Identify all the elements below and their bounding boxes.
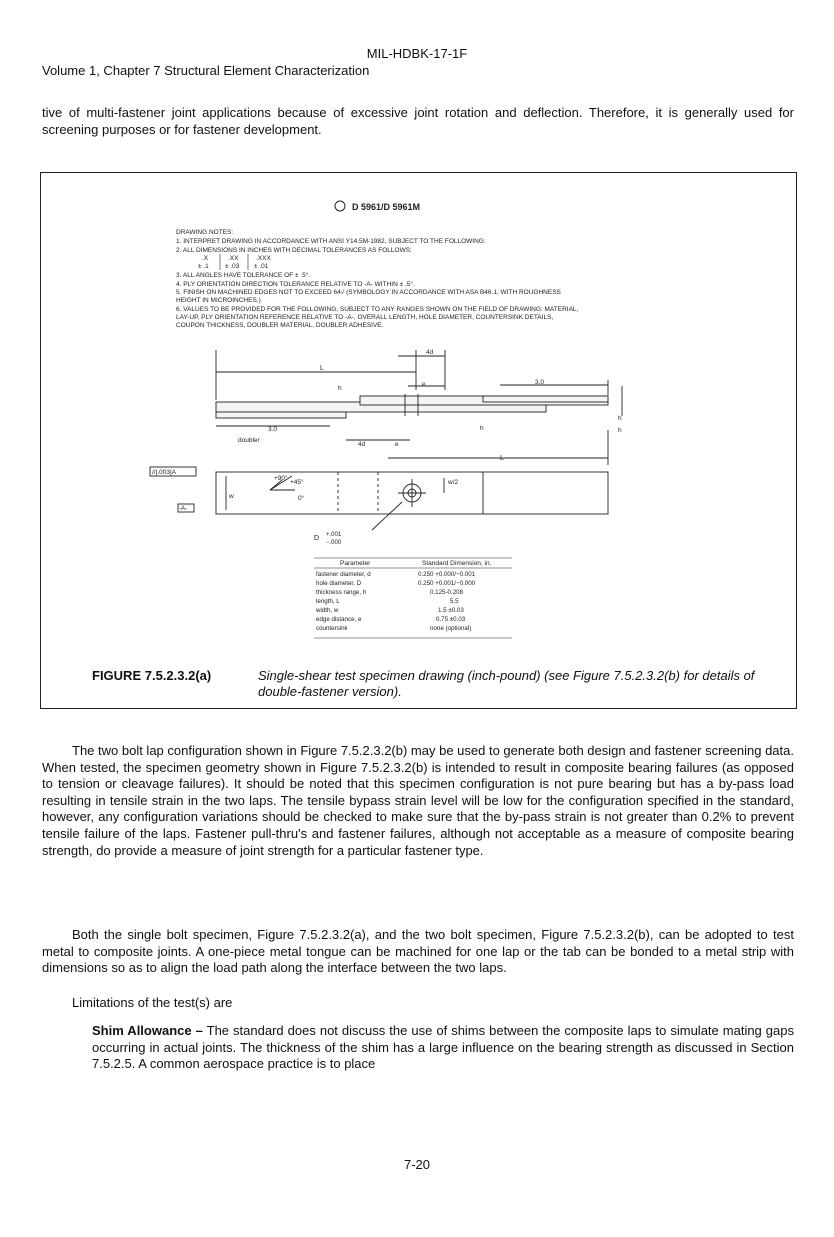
table-row-value: 0.125-0.208 [430,589,464,596]
dim-D-tol-down: −.000 [326,540,342,546]
dim-h-mid: h [480,425,484,432]
specimen-drawing [140,190,680,660]
table-row-value: 0.250 +0.001/−0.000 [418,580,476,587]
table-row-value: none (optional) [430,625,472,632]
dim-L-bottom: L [500,455,504,462]
angle-0: 0° [298,495,305,502]
table-row-param: edge distance, e [316,616,362,623]
dim-w: w [229,493,234,500]
page-number: 7-20 [403,1157,431,1172]
table-row-param: countersink [316,625,348,632]
table-row-value: 5.5 [450,598,459,605]
chapter-heading: Volume 1, Chapter 7 Structural Element Characterization [42,63,370,78]
paragraph-limitations: Limitations of the test(s) are [72,995,233,1010]
figure-caption-text: Single-shear test specimen drawing (inch-pound) (see Figure 7.5.2.3.2(b) for details of double-fastener version). [258,668,755,699]
paragraph-two-bolt: The two bolt lap configuration shown in Figure 7.5.2.3.2(b) may be used to generate both design and fastener screening data. When tested, the specimen geometry shown in Figure 7.5.2.3.2(b) is intended to result in composite bearing failures (as opposed to tension or cleavage failures). It should be noted that this specimen configuration is not pure bearing but has a by-pass load resulting in tensile strain in the two laps. The tensile bypass strain level will be low for the configuration specified in the standard, however, any configuration variations should be checked to make sure that the by-pass strain is not greater than 0.2% to prevent tensile failure of the laps. Fastener pull-thru's and fastener failures, although not acceptable as a measure of composite bearing strength, do provide a measure of joint strength for a particular fastener type. [42,743,794,858]
note-4: 4. PLY ORIENTATION DIRECTION TOLERANCE RELATIVE TO -A- WITHIN ± .5°. [176,281,415,288]
shim-allowance-heading: Shim Allowance – [92,1023,203,1038]
figure-number: FIGURE 7.5.2.3.2(a) [92,668,212,683]
standard-title: D 5961/D 5961M [352,202,421,212]
note-5: 5. FINISH ON MACHINED EDGES NOT TO EXCEED 64√ (SYMBOLOGY IN ACCORDANCE WITH ASA B46.1, WITH ROUGHNESS [176,289,561,296]
datum-A: -A- [179,506,187,512]
paragraph-intro: tive of multi-fastener joint applications because of excessive joint rotation and deflection. Therefore, it is generally used for screening purposes or for fastener development. [42,105,794,137]
note-2: 2. ALL DIMENSIONS IN INCHES WITH DECIMAL TOLERANCES AS FOLLOWS: [176,247,412,254]
flatness-callout: //|.003|A [152,469,176,476]
table-row-value: 0.250 +0.000/−0.001 [418,571,476,578]
note-1: 1. INTERPRET DRAWING IN ACCORDANCE WITH ANSI Y14.5M-1982, SUBJECT TO THE FOLLOWING: [176,238,486,245]
tol-value-xx: ± .03 [225,263,240,270]
tol-value-xxx: ± .01 [254,263,269,270]
tol-header-xx: .XX [228,255,239,262]
table-row-param: fastener diameter, d [316,571,371,578]
table-row-value: 0.75 ±0.03 [436,616,466,623]
note-6: 6. VALUES TO BE PROVIDED FOR THE FOLLOWING, SUBJECT TO ANY RANGES SHOWN ON THE FIELD OF DRAWING: MATERIAL, [176,306,579,313]
dim-e-bottom: e [395,441,399,448]
dim-3-0-left: 3.0 [268,426,278,433]
paragraph-shim-allowance [92,1023,794,1073]
dim-w-half: w/2 [448,479,459,486]
table-row-param: length, L [316,598,340,605]
dim-h-right-b: h [618,427,622,434]
note-5-cont: HEIGHT IN MICROINCHES.) [176,297,261,304]
astm-logo-icon [335,201,345,211]
dim-4d-bottom: 4d [358,441,366,448]
table-row-value: 1.5 ±0.03 [438,607,464,614]
table-row-param: thickness range, h [316,589,367,596]
doubler-label: doubler [238,437,260,444]
tol-header-xxx: .XXX [256,255,271,262]
angle-90: +90° [274,475,288,482]
tol-header-x: .X [202,255,209,262]
dim-h-right-a: h [618,415,622,422]
plan-view [150,467,608,530]
dim-e-top: e [422,381,426,388]
angle-45: +45° [290,479,304,486]
tol-value-x: ± .1 [198,263,209,270]
table-header-parameter: Parameter [340,560,371,567]
paragraph-metal-joints: Both the single bolt specimen, Figure 7.5.2.3.2(a), and the two bolt specimen, Figure 7.5.2.3.2(b), can be adopted to test metal to composite joints. A one-piece metal tongue can be machined for one lap or the tab can be bonded to a metal strip with dimensions so as to align the load path along the interface between the two laps. [42,927,794,976]
dim-4d-top: 4d [426,349,434,356]
shim-allowance-text: The standard does not discuss the use of shims between the composite laps to simulate mating gaps occurring in actual joints. The thickness of the shim has a large influence on the bearing strength as discussed in Section 7.5.2.5. A common aerospace practice is to place [92,1023,794,1072]
side-view [216,350,622,465]
dim-3-0-right: 3.0 [535,379,545,386]
table-row-param: width, w [316,607,339,614]
note-6-cont: LAY-UP, PLY ORIENTATION REFERENCE RELATIVE TO -A-, OVERALL LENGTH, HOLE DIAMETER, COUNTERSINK DETAILS, [176,314,554,321]
dim-h-left: h [338,385,342,392]
note-3: 3. ALL ANGLES HAVE TOLERANCE OF ± .5°. [176,272,311,279]
dim-D: D [314,535,320,542]
notes-title: DRAWING NOTES: [176,229,234,236]
dim-L-top: L [320,365,324,372]
table-header-dimension: Standard Dimension, in. [422,560,492,567]
document-id: MIL-HDBK-17-1F [366,46,468,61]
table-row-param: hole diameter, D [316,580,362,587]
dim-D-tol-up: +.001 [326,532,342,538]
note-6-cont2: COUPON THICKNESS, DOUBLER MATERIAL, DOUBLER ADHESIVE. [176,322,384,329]
